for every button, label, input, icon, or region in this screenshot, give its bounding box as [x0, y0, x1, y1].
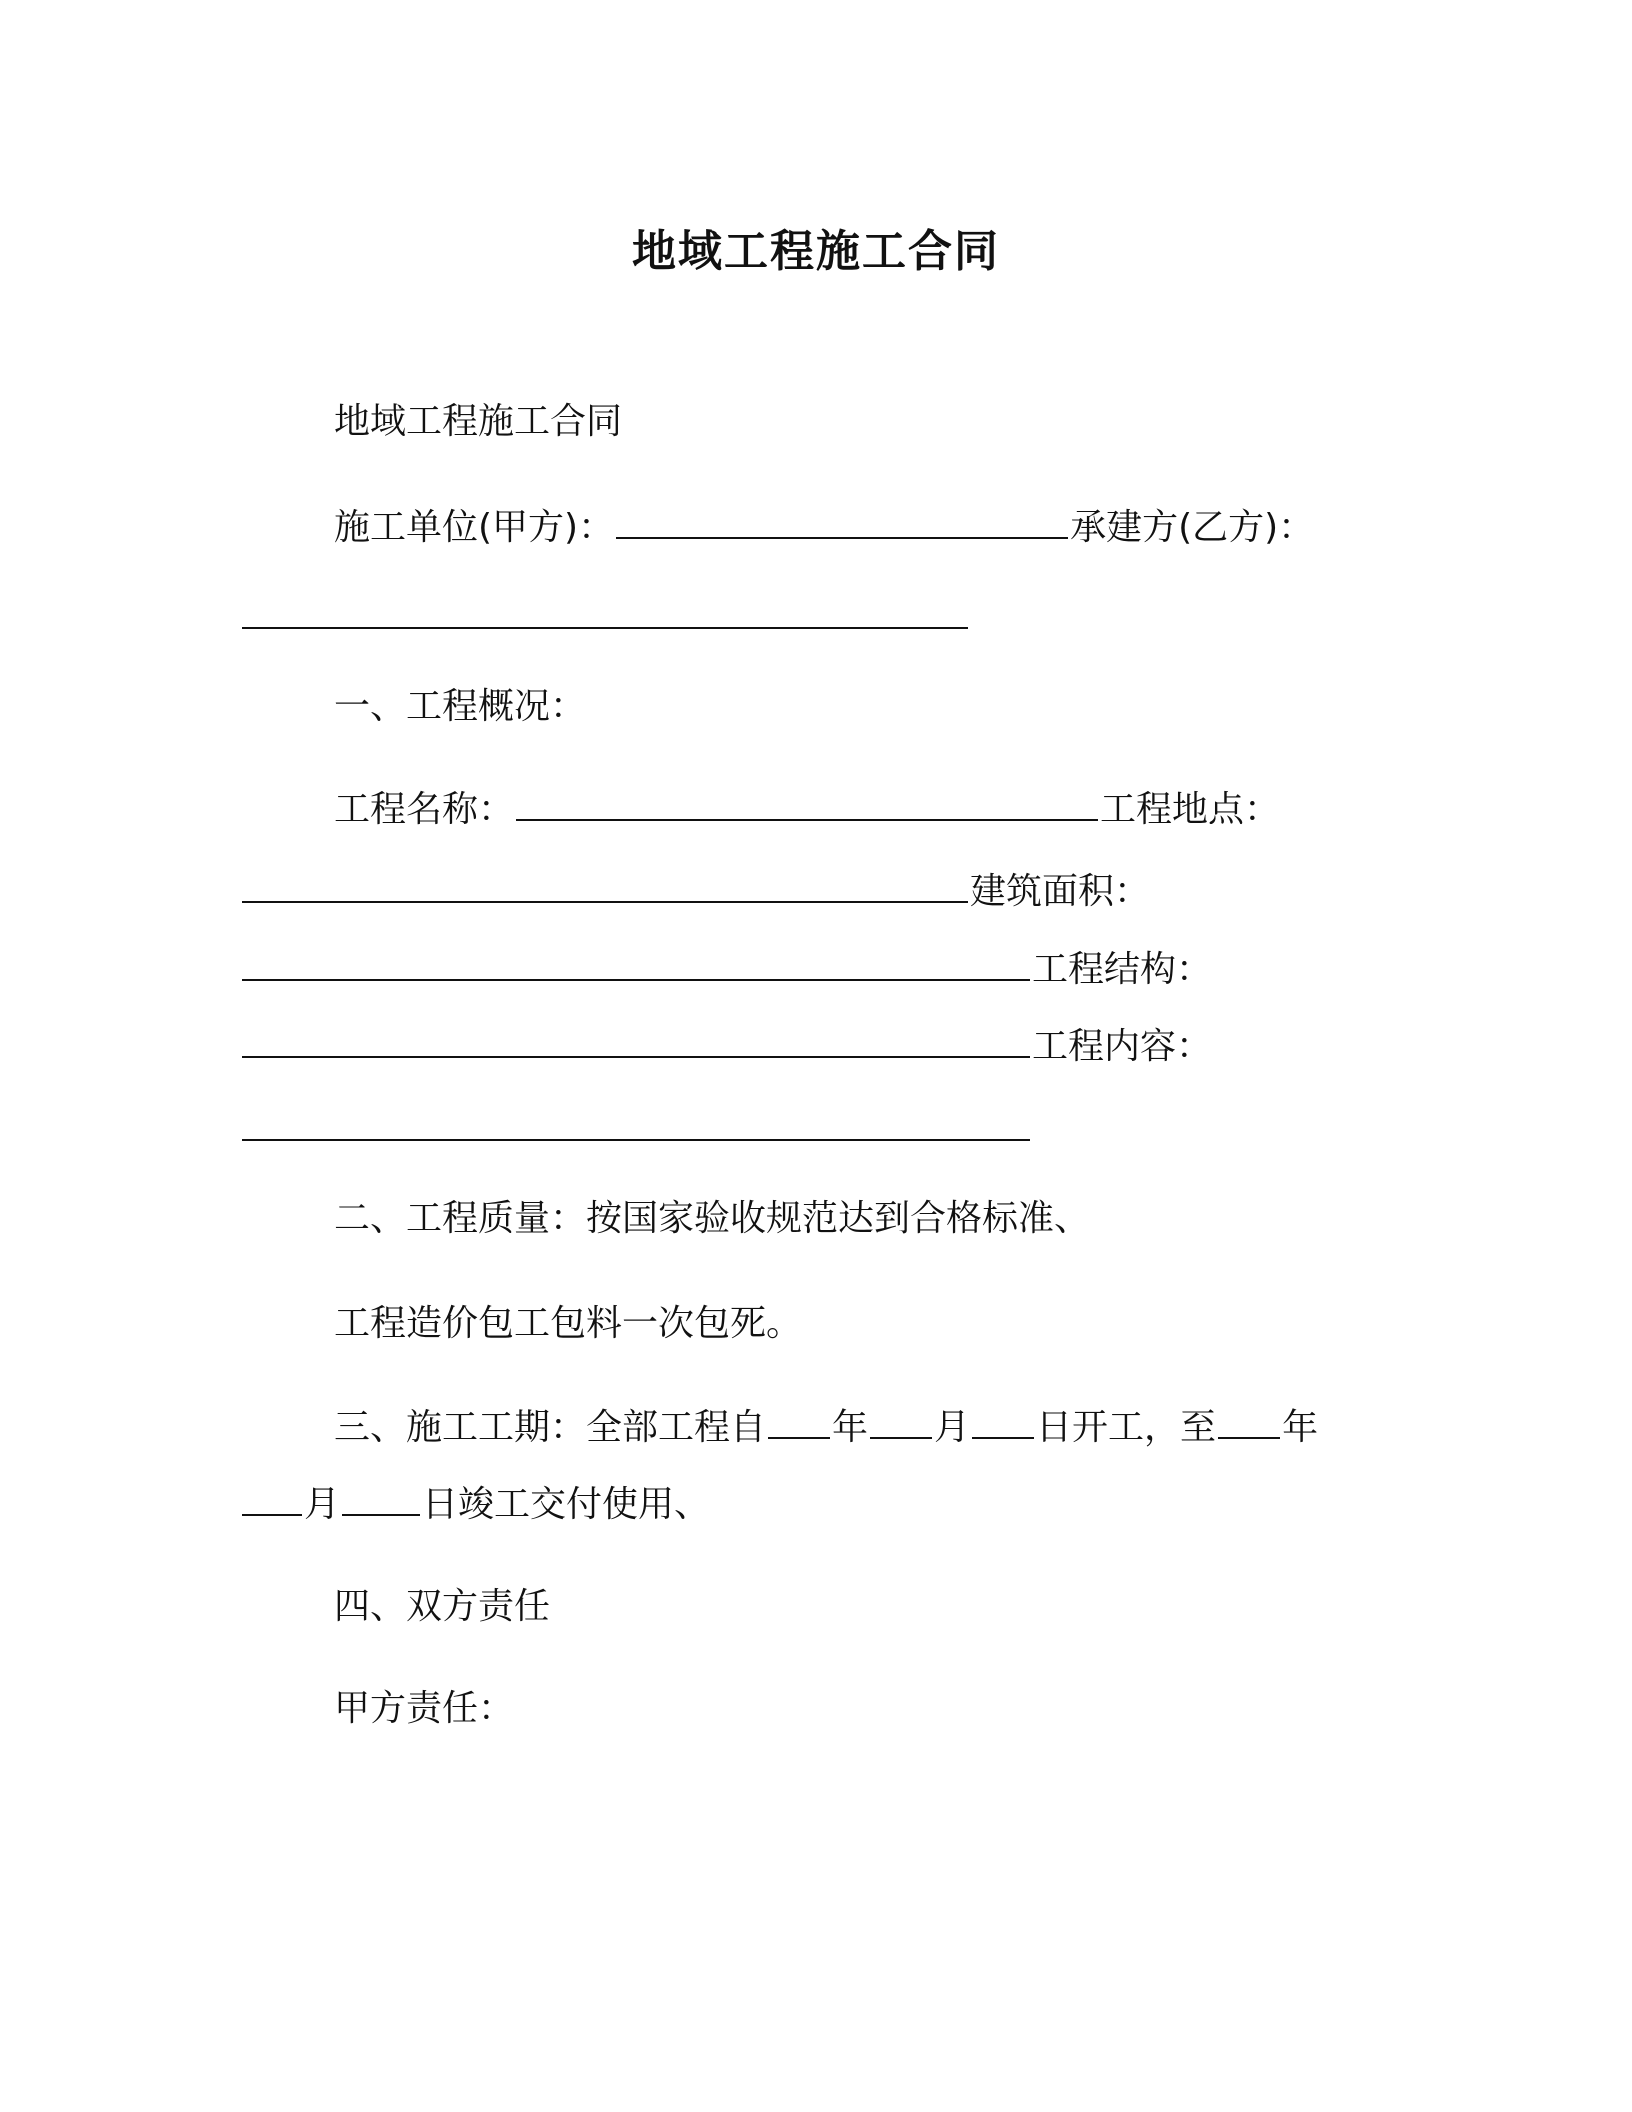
- start-month-blank[interactable]: [870, 1403, 932, 1439]
- document-title: 地域工程施工合同: [632, 226, 1000, 277]
- section-2-price: 工程造价包工包料一次包死。: [334, 1303, 803, 1344]
- section-4-heading: 四、双方责任: [334, 1586, 551, 1627]
- section-3-line-1: [334, 1403, 1318, 1452]
- parties-line: [334, 503, 1314, 552]
- party-a-label: 施工单位(甲方)：: [334, 507, 615, 548]
- party-b-label: 承建方(乙方)：: [1070, 507, 1315, 548]
- party-a-responsibility: 甲方责任：: [334, 1688, 515, 1729]
- content-line: [240, 1105, 1032, 1154]
- party-b-line: [240, 593, 970, 642]
- start-day-label: 日开工，至: [1036, 1407, 1217, 1448]
- start-month-label: 月: [934, 1407, 971, 1448]
- location-line: [240, 867, 1150, 916]
- end-day-blank[interactable]: [342, 1480, 420, 1516]
- content-blank[interactable]: [242, 1105, 1030, 1141]
- structure-line: [240, 1022, 1212, 1071]
- section-2-quality: 二、工程质量：按国家验收规范达到合格标准、: [334, 1198, 1091, 1239]
- end-month-label: 月: [304, 1484, 341, 1525]
- content-label: 工程内容：: [1032, 1026, 1213, 1067]
- end-year-label: 年: [1282, 1407, 1319, 1448]
- schedule-prefix: 三、施工工期：全部工程自: [334, 1407, 767, 1448]
- project-location-blank[interactable]: [242, 867, 968, 903]
- section-1-heading: 一、工程概况：: [334, 686, 587, 727]
- project-name-line: [334, 785, 1280, 834]
- start-day-blank[interactable]: [972, 1403, 1034, 1439]
- building-area-label: 建筑面积：: [970, 871, 1151, 912]
- end-month-blank[interactable]: [242, 1480, 302, 1516]
- section-3-line-2: [240, 1480, 710, 1529]
- start-year-label: 年: [832, 1407, 869, 1448]
- end-day-label: 日竣工交付使用、: [422, 1484, 711, 1525]
- project-location-label: 工程地点：: [1100, 789, 1281, 830]
- document-subtitle: 地域工程施工合同: [334, 401, 623, 442]
- structure-blank[interactable]: [242, 1022, 1030, 1058]
- start-year-blank[interactable]: [768, 1403, 830, 1439]
- building-area-blank[interactable]: [242, 945, 1030, 981]
- area-line: [240, 945, 1212, 994]
- party-b-blank[interactable]: [242, 593, 968, 629]
- structure-label: 工程结构：: [1032, 949, 1213, 990]
- project-name-label: 工程名称：: [334, 789, 515, 830]
- end-year-blank[interactable]: [1218, 1403, 1280, 1439]
- party-a-blank[interactable]: [616, 503, 1068, 539]
- project-name-blank[interactable]: [516, 785, 1098, 821]
